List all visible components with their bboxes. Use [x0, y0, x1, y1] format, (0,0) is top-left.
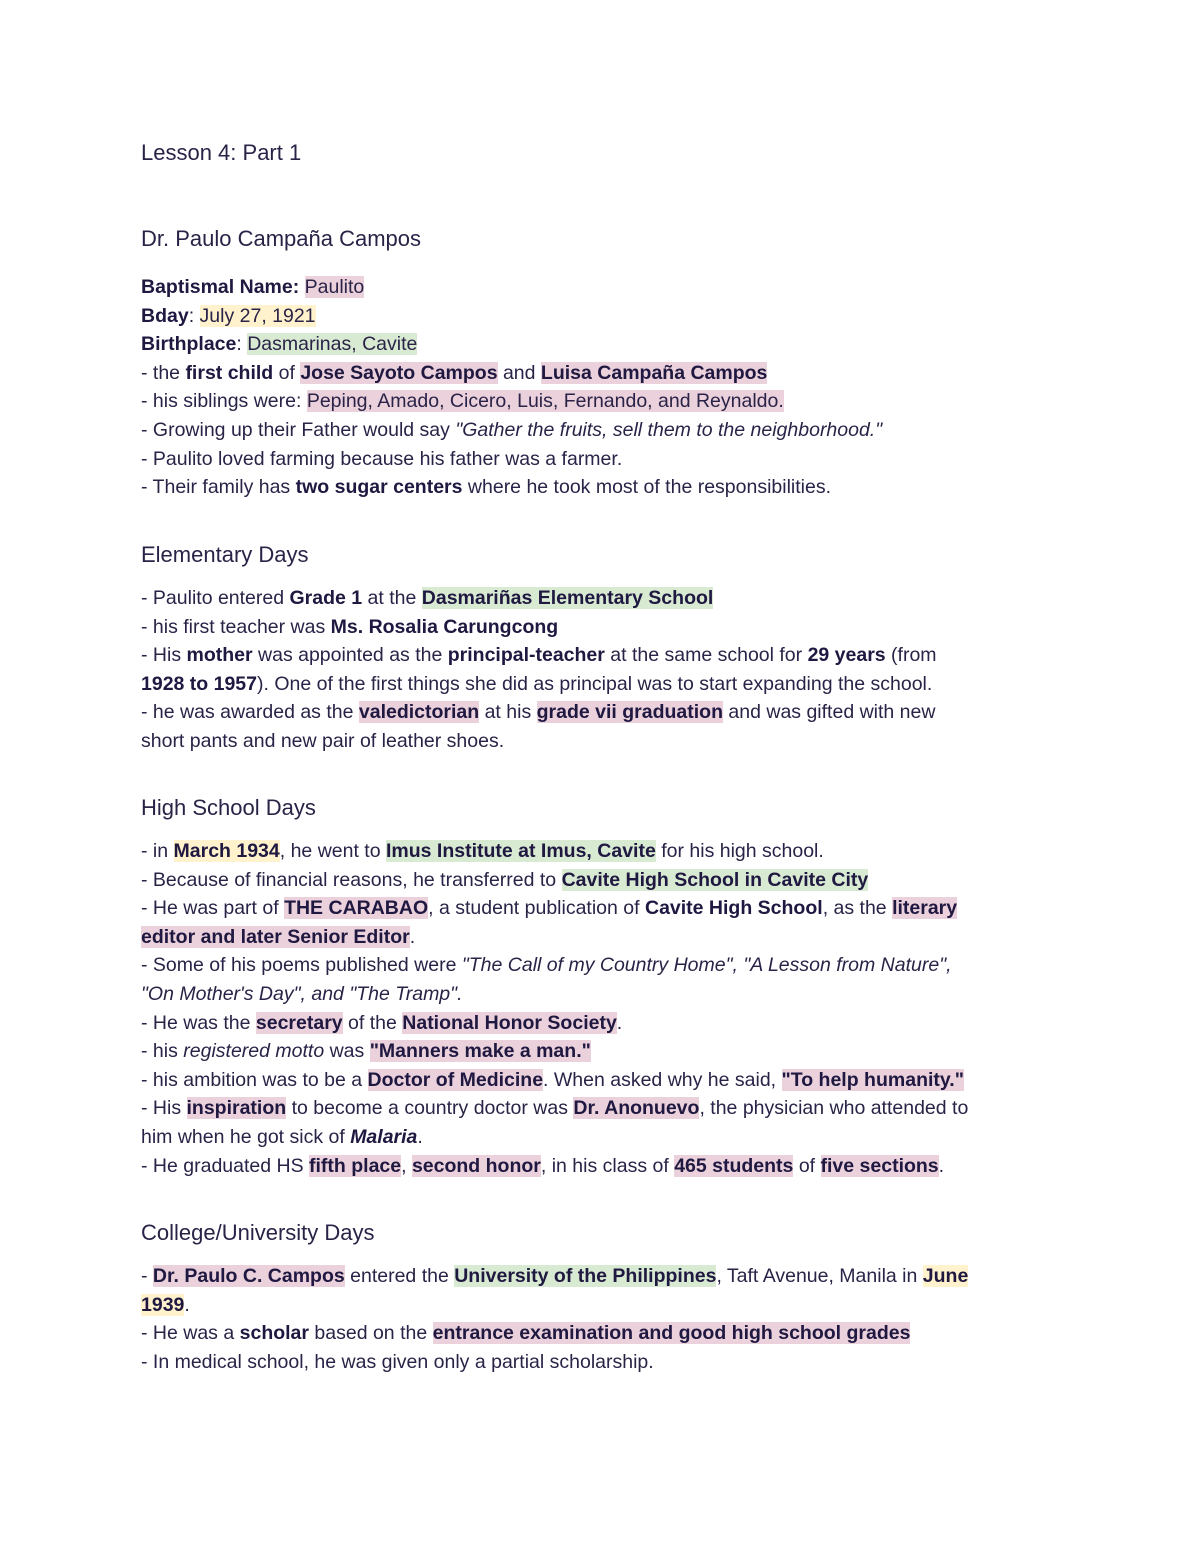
highschool-heading: High School Days: [141, 795, 316, 820]
baptismal-name-value: Paulito: [304, 276, 365, 298]
elementary-line: - Paulito entered Grade 1 at the Dasmariñas Elementary School: [141, 587, 714, 609]
highschool-line: - His inspiration to become a country doctor was Dr. Anonuevo, the physician who attended to: [141, 1097, 969, 1120]
college-heading: College/University Days: [141, 1220, 375, 1245]
college-line: - Dr. Paulo C. Campos entered the University of the Philippines, Taft Avenue, Manila in June: [141, 1265, 969, 1287]
highschool-line: editor and later Senior Editor.: [141, 925, 416, 948]
page-title: Lesson 4: Part 1: [141, 140, 302, 165]
bio-line-bday: Bday: July 27, 1921: [141, 304, 316, 327]
bio-line-baptismal: Baptismal Name: Paulito: [141, 276, 365, 298]
highschool-line: - his ambition was to be a Doctor of Medicine. When asked why he said, "To help humanity.": [141, 1068, 964, 1091]
highschool-line: "On Mother's Day", and "The Tramp".: [141, 982, 463, 1005]
elementary-line: short pants and new pair of leather shoes.: [141, 729, 505, 752]
bio-heading: Dr. Paulo Campaña Campos: [141, 226, 422, 251]
highschool-line: - in March 1934, he went to Imus Institute at Imus, Cavite for his high school.: [141, 840, 824, 862]
birthplace-value: Dasmarinas, Cavite: [247, 333, 418, 356]
bio-line-parents: - the first child of Jose Sayoto Campos and Luisa Campaña Campos: [141, 361, 768, 384]
highschool-line: - his registered motto was "Manners make a man.": [141, 1040, 591, 1063]
bio-line-siblings: - his siblings were: Peping, Amado, Cicero, Luis, Fernando, and Reynaldo.: [141, 390, 784, 413]
bio-line-father-quote: - Growing up their Father would say "Gather the fruits, sell them to the neighborhood.": [141, 418, 883, 441]
elementary-line: 1928 to 1957). One of the first things she did as principal was to start expanding the school.: [141, 672, 933, 695]
elementary-heading: Elementary Days: [141, 542, 309, 567]
highschool-line: - He graduated HS fifth place, second honor, in his class of 465 students of five sections.: [141, 1154, 945, 1177]
highschool-line: - Because of financial reasons, he transferred to Cavite High School in Cavite City: [141, 868, 869, 891]
bio-line-birthplace: Birthplace: Dasmarinas, Cavite: [141, 333, 418, 356]
highschool-line: him when he got sick of Malaria.: [141, 1125, 423, 1148]
bio-line-sugar: - Their family has two sugar centers where he took most of the responsibilities.: [141, 476, 832, 499]
highschool-section: [141, 837, 1071, 1180]
elementary-line: - His mother was appointed as the principal-teacher at the same school for 29 years (from: [141, 644, 937, 667]
highschool-line: - Some of his poems published were "The Call of my Country Home", "A Lesson from Nature",: [141, 954, 952, 977]
college-section: [141, 1262, 1071, 1376]
bio-line-farming: - Paulito loved farming because his father was a farmer.: [141, 447, 623, 470]
highschool-line: - He was the secretary of the National Honor Society.: [141, 1011, 623, 1034]
highschool-line: - He was part of THE CARABAO, a student publication of Cavite High School, as the literary: [141, 897, 958, 920]
college-line: - In medical school, he was given only a partial scholarship.: [141, 1350, 654, 1373]
college-line: - He was a scholar based on the entrance examination and good high school grades: [141, 1322, 911, 1345]
bday-value: July 27, 1921: [199, 304, 316, 327]
elementary-line: - he was awarded as the valedictorian at his grade vii graduation and was gifted with new: [141, 701, 936, 724]
college-line: 1939.: [141, 1293, 190, 1316]
elementary-line: - his first teacher was Ms. Rosalia Carungcong: [141, 615, 559, 638]
elementary-section: [141, 584, 1071, 756]
bio-section: [141, 273, 1071, 502]
